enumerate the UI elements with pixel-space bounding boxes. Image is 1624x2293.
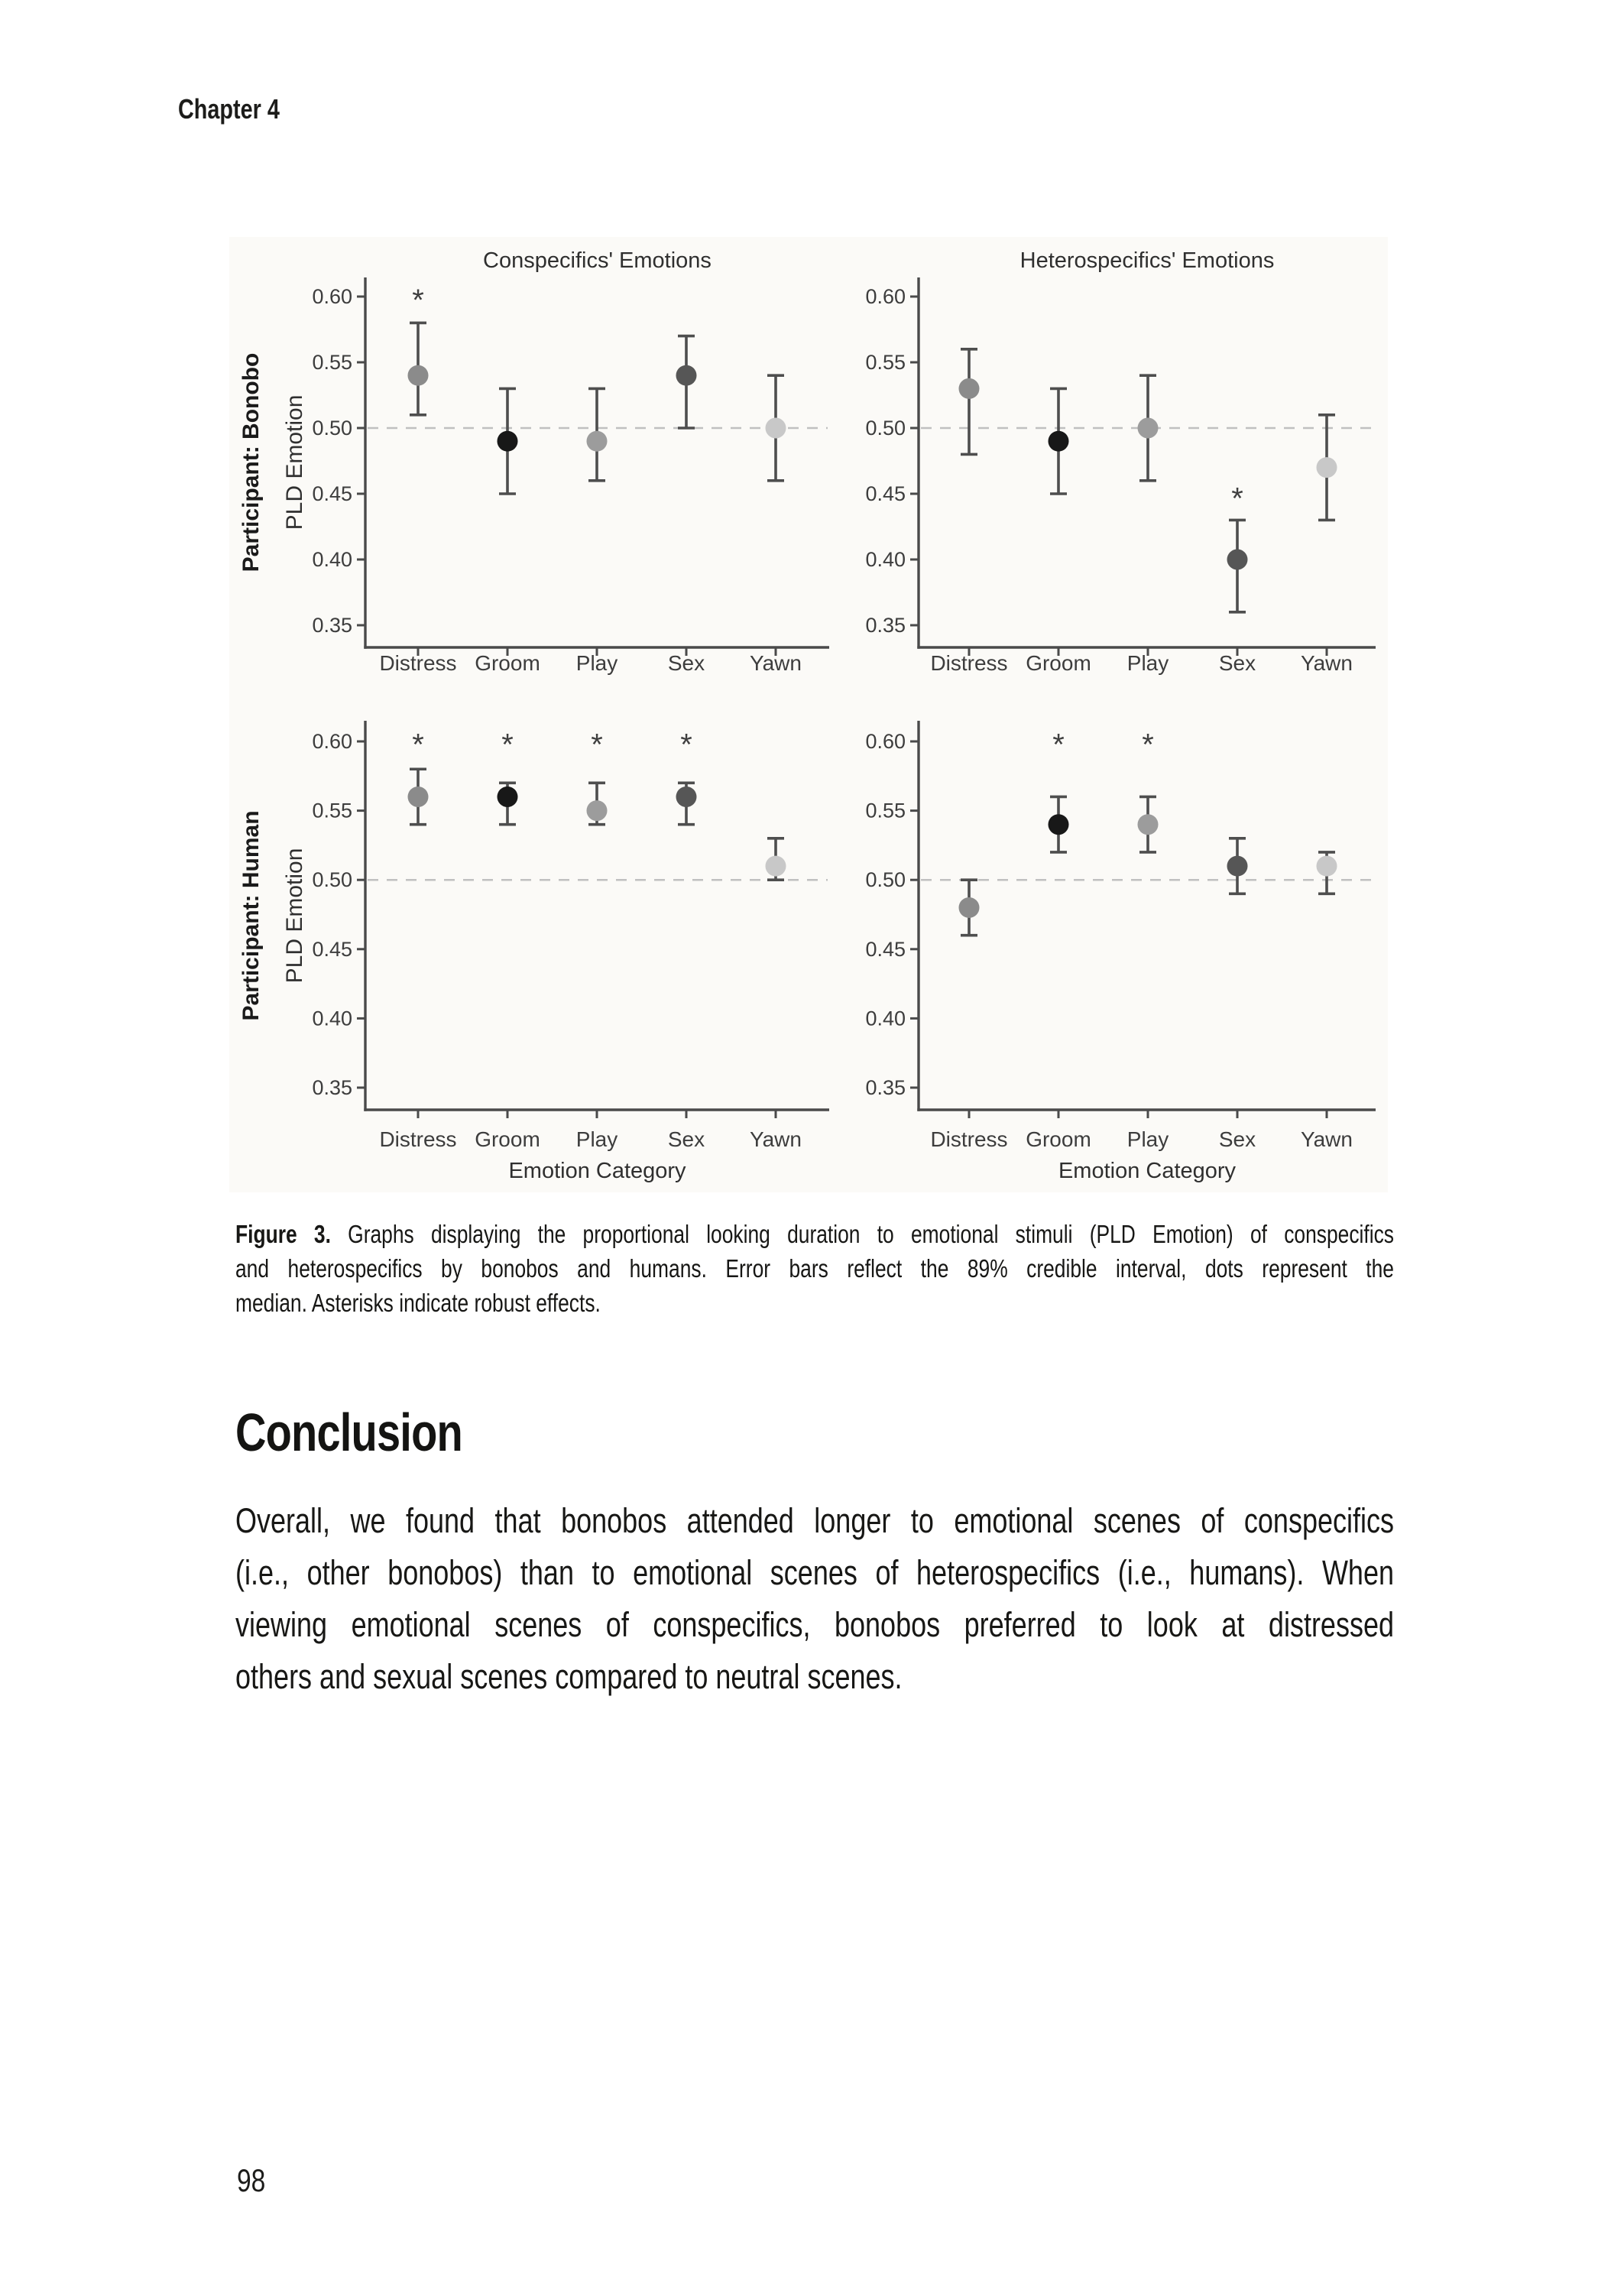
x-tick-label: Yawn xyxy=(750,651,802,675)
x-tick-label: Yawn xyxy=(750,1127,802,1151)
y-tick-label: 0.40 xyxy=(865,1007,906,1030)
caption-line-3: median. Asterisks indicate robust effects. xyxy=(235,1289,601,1317)
data-point xyxy=(1227,856,1248,877)
y-tick-label: 0.60 xyxy=(312,285,352,308)
data-point xyxy=(1317,856,1337,877)
x-tick-label: Groom xyxy=(475,651,540,675)
data-point xyxy=(676,365,697,386)
conclusion-paragraph xyxy=(235,1495,1394,1703)
data-point xyxy=(959,897,980,918)
x-tick-label: Play xyxy=(575,651,618,675)
x-tick-label: Distress xyxy=(930,651,1008,675)
y-tick-label: 0.60 xyxy=(865,730,906,753)
data-point xyxy=(1317,457,1337,478)
figure-caption xyxy=(235,1217,1394,1320)
caption-text-1: Graphs displaying the proportional looking duration to emotional stimuli (PLD Emotion) of conspecifics xyxy=(348,1220,1395,1248)
data-point xyxy=(408,365,429,386)
x-tick-label: Distress xyxy=(379,651,457,675)
data-point xyxy=(1049,814,1069,835)
significance-asterisk: * xyxy=(680,728,692,762)
y-tick-label: 0.55 xyxy=(312,351,352,374)
data-point xyxy=(408,786,429,807)
data-point xyxy=(959,378,980,399)
facet-row-label: Participant: Bonobo xyxy=(238,352,264,572)
y-tick-label: 0.60 xyxy=(865,285,906,308)
figure-plot xyxy=(229,237,1388,1192)
y-tick-label: 0.50 xyxy=(865,868,906,892)
x-tick-label: Sex xyxy=(1218,1127,1256,1151)
x-tick-label: Play xyxy=(1126,1127,1169,1151)
x-tick-label: Distress xyxy=(379,1127,457,1151)
y-tick-label: 0.55 xyxy=(865,351,906,374)
data-point xyxy=(1049,431,1069,452)
x-tick-label: Play xyxy=(1126,651,1169,675)
panel-title: Heterospecifics' Emotions xyxy=(1019,248,1275,273)
page-number: 98 xyxy=(237,2162,266,2198)
paragraph-line-3: viewing emotional scenes of conspecifics, bonobos preferred to look at distressed xyxy=(235,1605,1394,1644)
caption-line-1 xyxy=(235,1217,1394,1251)
x-tick-label: Sex xyxy=(667,651,705,675)
y-tick-label: 0.45 xyxy=(312,937,352,961)
data-point xyxy=(498,431,518,452)
x-axis-title: Emotion Category xyxy=(1058,1159,1237,1183)
significance-asterisk: * xyxy=(412,283,424,317)
y-tick-label: 0.45 xyxy=(312,482,352,505)
significance-asterisk: * xyxy=(1231,482,1243,516)
caption-label: Figure 3. xyxy=(235,1220,331,1248)
y-axis-title: PLD Emotion xyxy=(282,394,307,530)
x-tick-label: Groom xyxy=(475,1127,540,1151)
data-point xyxy=(1138,418,1159,439)
x-tick-label: Play xyxy=(575,1127,618,1151)
y-tick-label: 0.50 xyxy=(312,417,352,439)
paragraph-line-4: others and sexual scenes compared to neutral scenes. xyxy=(235,1657,903,1696)
y-tick-label: 0.55 xyxy=(312,799,352,822)
y-tick-label: 0.40 xyxy=(865,548,906,571)
x-axis-title: Emotion Category xyxy=(508,1159,686,1183)
data-point xyxy=(766,856,786,877)
data-point xyxy=(587,800,608,821)
chapter-header: Chapter 4 xyxy=(178,93,280,125)
x-tick-label: Sex xyxy=(1218,651,1256,675)
y-tick-label: 0.45 xyxy=(865,482,906,505)
facet-row-label: Participant: Human xyxy=(238,810,264,1021)
y-axis-title: PLD Emotion xyxy=(282,848,307,984)
significance-asterisk: * xyxy=(1052,728,1065,762)
data-point xyxy=(676,786,697,807)
x-tick-label: Yawn xyxy=(1301,1127,1353,1151)
section-heading: Conclusion xyxy=(235,1403,462,1462)
x-tick-label: Groom xyxy=(1026,651,1091,675)
y-tick-label: 0.45 xyxy=(865,937,906,961)
significance-asterisk: * xyxy=(1142,728,1154,762)
data-point xyxy=(498,786,518,807)
data-point xyxy=(1138,814,1159,835)
x-tick-label: Sex xyxy=(667,1127,705,1151)
significance-asterisk: * xyxy=(412,728,424,762)
x-tick-label: Yawn xyxy=(1301,651,1353,675)
significance-asterisk: * xyxy=(501,728,514,762)
x-tick-label: Distress xyxy=(930,1127,1008,1151)
y-tick-label: 0.35 xyxy=(865,1076,906,1099)
significance-asterisk: * xyxy=(591,728,603,762)
y-tick-label: 0.55 xyxy=(865,799,906,822)
y-tick-label: 0.35 xyxy=(312,1076,352,1099)
data-point xyxy=(1227,550,1248,570)
y-tick-label: 0.50 xyxy=(865,417,906,439)
data-point xyxy=(766,418,786,439)
y-tick-label: 0.40 xyxy=(312,548,352,571)
caption-line-2: and heterospecifics by bonobos and humans. Error bars reflect the 89% credible interval, dots represent the xyxy=(235,1254,1394,1283)
y-tick-label: 0.50 xyxy=(312,868,352,892)
y-tick-label: 0.60 xyxy=(312,730,352,753)
x-tick-label: Groom xyxy=(1026,1127,1091,1151)
paragraph-line-2: (i.e., other bonobos) than to emotional scenes of heterospecifics (i.e., humans). When xyxy=(235,1553,1394,1592)
panel-title: Conspecifics' Emotions xyxy=(483,248,712,273)
figure-3 xyxy=(229,237,1388,1192)
y-tick-label: 0.35 xyxy=(865,614,906,637)
paragraph-line-1: Overall, we found that bonobos attended longer to emotional scenes of conspecifics xyxy=(235,1501,1394,1540)
data-point xyxy=(587,431,608,452)
y-tick-label: 0.40 xyxy=(312,1007,352,1030)
y-tick-label: 0.35 xyxy=(312,614,352,637)
